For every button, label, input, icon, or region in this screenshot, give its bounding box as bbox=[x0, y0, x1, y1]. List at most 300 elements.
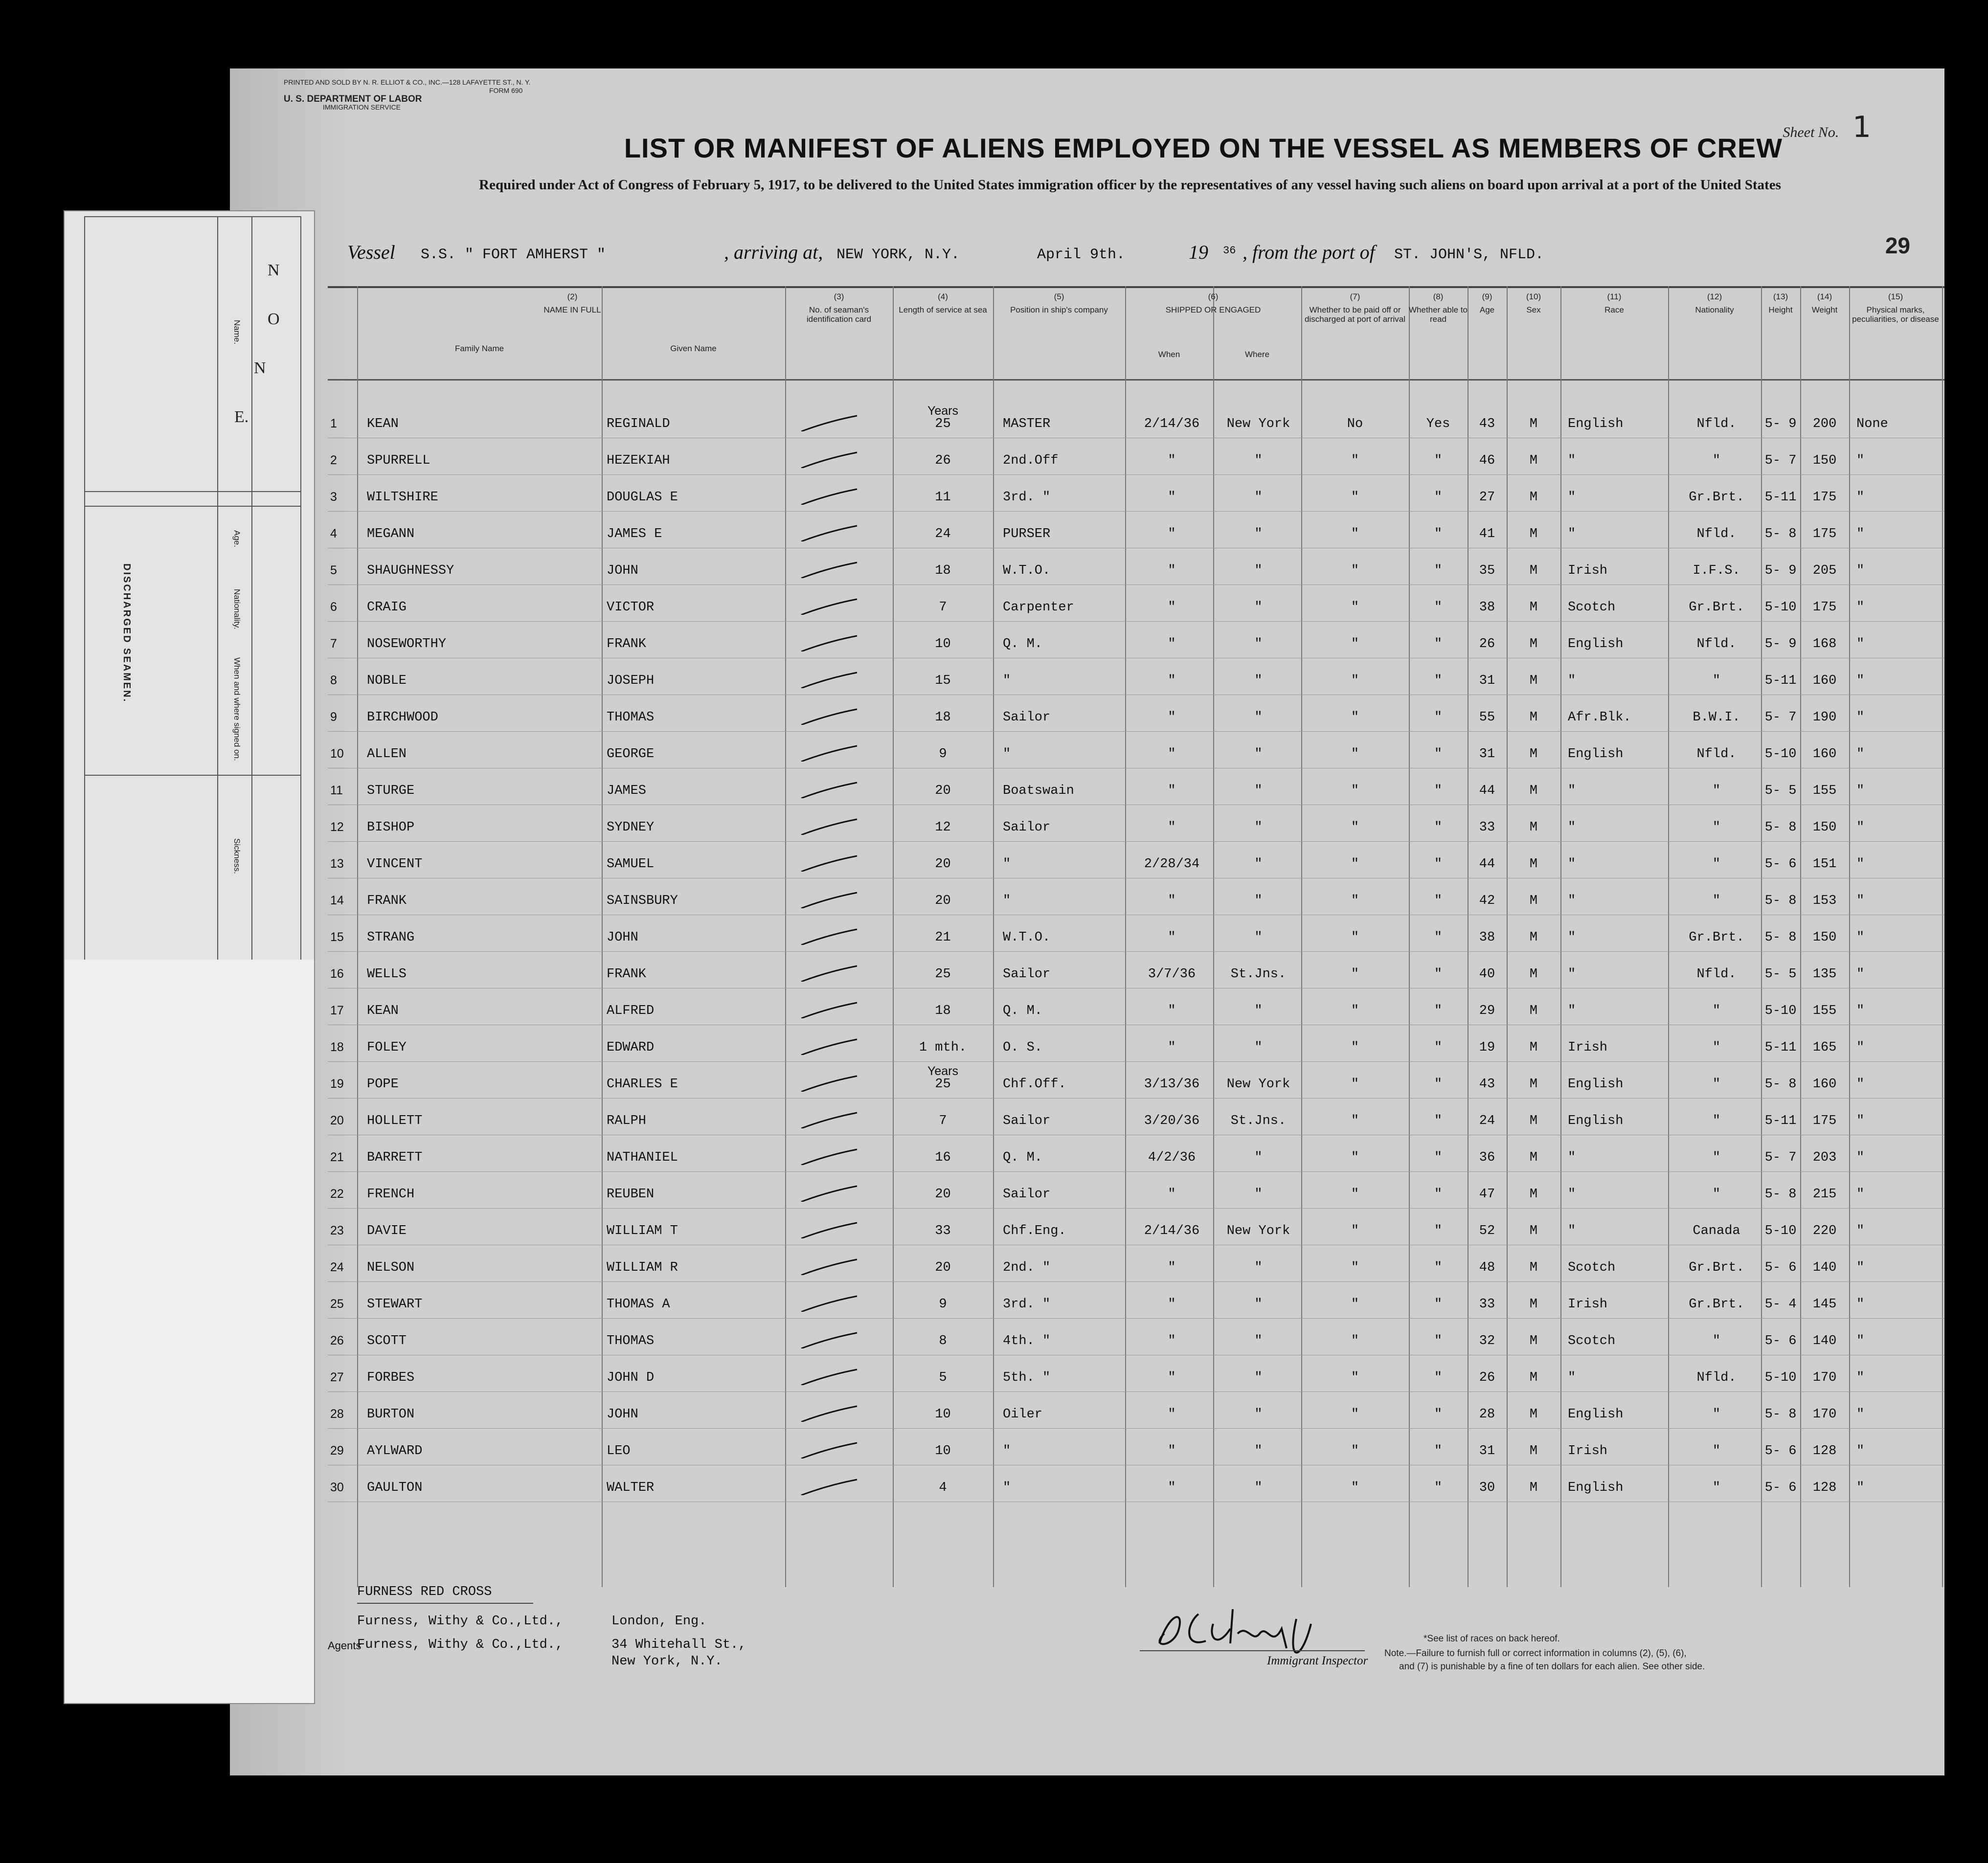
cell-given: JOSEPH bbox=[607, 673, 655, 688]
cell-weight: 153 bbox=[1812, 894, 1837, 908]
cell-marks: " bbox=[1856, 563, 1865, 578]
department: U. S. DEPARTMENT OF LABOR bbox=[284, 94, 422, 104]
cell-read: " bbox=[1434, 784, 1443, 798]
cell-paid: " bbox=[1351, 637, 1359, 651]
cell-n: 9 bbox=[330, 710, 337, 724]
id-card-check-mark bbox=[797, 1257, 861, 1275]
cell-nat: " bbox=[1712, 857, 1721, 872]
footer-agent-city: New York, N.Y. bbox=[611, 1654, 723, 1669]
header-label: SHIPPED OR ENGAGED bbox=[1165, 305, 1261, 314]
cell-sex: M bbox=[1529, 930, 1538, 945]
cell-sex: M bbox=[1529, 1370, 1538, 1385]
cell-given: WALTER bbox=[607, 1481, 655, 1495]
cell-sex: M bbox=[1529, 563, 1538, 578]
cell-race: " bbox=[1568, 1004, 1576, 1018]
cell-read: " bbox=[1434, 1444, 1443, 1459]
footer-agent-address: 34 Whitehall St., bbox=[611, 1638, 746, 1652]
header-given: Given Name bbox=[670, 344, 717, 353]
cell-service: 15 bbox=[935, 673, 951, 688]
cell-n: 28 bbox=[330, 1407, 344, 1421]
id-card-check-mark bbox=[797, 671, 861, 688]
id-card-check-mark bbox=[797, 891, 861, 908]
cell-service: 25 bbox=[935, 967, 951, 982]
cell-marks: " bbox=[1856, 527, 1865, 541]
cell-where: " bbox=[1254, 1187, 1263, 1202]
cell-n: 6 bbox=[330, 600, 337, 614]
cell-where: " bbox=[1254, 930, 1263, 945]
id-card-check-mark bbox=[797, 964, 861, 982]
cell-sex: M bbox=[1529, 857, 1538, 872]
cell-when: " bbox=[1168, 1334, 1176, 1348]
cell-paid: " bbox=[1351, 563, 1359, 578]
cell-marks: " bbox=[1856, 747, 1865, 762]
cell-service: 20 bbox=[935, 857, 951, 872]
cell-height: 5- 7 bbox=[1764, 710, 1797, 725]
cell-paid: " bbox=[1351, 1224, 1359, 1238]
cell-family: FOLEY bbox=[367, 1040, 407, 1055]
id-card-check-mark bbox=[797, 1368, 861, 1385]
id-card-check-mark bbox=[797, 1184, 861, 1202]
cell-n: 14 bbox=[330, 894, 344, 907]
inspector-label: Immigrant Inspector bbox=[1267, 1654, 1368, 1667]
cell-where: " bbox=[1254, 710, 1263, 725]
cell-n: 27 bbox=[330, 1370, 344, 1384]
cell-when: " bbox=[1168, 490, 1176, 505]
slip-lower-panel bbox=[65, 960, 314, 1703]
cell-given: FRANK bbox=[607, 967, 647, 982]
header-label: Sex bbox=[1526, 305, 1541, 314]
year-suffix: 36 bbox=[1223, 245, 1236, 257]
cell-age: 30 bbox=[1479, 1481, 1495, 1495]
id-card-check-mark bbox=[797, 1221, 861, 1238]
cell-height: 5-10 bbox=[1764, 747, 1797, 762]
cell-paid: " bbox=[1351, 673, 1359, 688]
cell-family: HOLLETT bbox=[367, 1114, 423, 1128]
cell-nat: Gr.Brt. bbox=[1689, 490, 1744, 505]
cell-family: BIRCHWOOD bbox=[367, 710, 438, 725]
cell-weight: 175 bbox=[1812, 527, 1837, 541]
cell-nat: Gr.Brt. bbox=[1689, 930, 1744, 945]
cell-paid: " bbox=[1351, 490, 1359, 505]
cell-marks: " bbox=[1856, 673, 1865, 688]
cell-nat: " bbox=[1712, 1077, 1721, 1092]
cell-where: " bbox=[1254, 784, 1263, 798]
header-label: Height bbox=[1768, 305, 1793, 314]
form-number: FORM 690 bbox=[489, 87, 523, 94]
cell-race: " bbox=[1568, 1370, 1576, 1385]
cell-age: 19 bbox=[1479, 1040, 1495, 1055]
header-num: (13) bbox=[1773, 292, 1788, 301]
cell-marks: " bbox=[1856, 1370, 1865, 1385]
cell-marks: " bbox=[1856, 1040, 1865, 1055]
cell-marks: " bbox=[1856, 490, 1865, 505]
cell-race: " bbox=[1568, 673, 1576, 688]
cell-height: 5-11 bbox=[1764, 490, 1797, 505]
id-card-check-mark bbox=[797, 781, 861, 798]
cell-nat: Nfld. bbox=[1696, 1370, 1737, 1385]
corner-number: 29 bbox=[1885, 233, 1910, 258]
cell-read: " bbox=[1434, 1297, 1443, 1312]
cell-marks: " bbox=[1856, 1334, 1865, 1348]
cell-family: BURTON bbox=[367, 1407, 415, 1422]
header-age bbox=[1468, 286, 1507, 379]
cell-race: English bbox=[1568, 637, 1624, 651]
cell-when: 4/2/36 bbox=[1148, 1150, 1196, 1165]
cell-position: 4th. " bbox=[1003, 1334, 1051, 1348]
cell-sex: M bbox=[1529, 967, 1538, 982]
cell-height: 5- 8 bbox=[1764, 820, 1797, 835]
cell-weight: 190 bbox=[1812, 710, 1837, 725]
cell-age: 32 bbox=[1479, 1334, 1495, 1348]
cell-age: 35 bbox=[1479, 563, 1495, 578]
row-rule bbox=[328, 511, 1944, 512]
cell-race: " bbox=[1568, 1187, 1576, 1202]
cell-nat: " bbox=[1712, 1481, 1721, 1495]
cell-nat: " bbox=[1712, 1187, 1721, 1202]
cell-position: Sailor bbox=[1003, 967, 1051, 982]
cell-family: BISHOP bbox=[367, 820, 415, 835]
cell-paid: " bbox=[1351, 1150, 1359, 1165]
cell-weight: 160 bbox=[1812, 673, 1837, 688]
year-prefix: 19 bbox=[1189, 241, 1208, 263]
cell-service: 26 bbox=[935, 453, 951, 468]
header-label: Physical marks, peculiarities, or disease bbox=[1852, 305, 1939, 324]
cell-read: " bbox=[1434, 637, 1443, 651]
cell-paid: " bbox=[1351, 1297, 1359, 1312]
cell-nat: " bbox=[1712, 784, 1721, 798]
header-num: (6) bbox=[1208, 292, 1219, 301]
cell-marks: " bbox=[1856, 820, 1865, 835]
col-rule bbox=[1560, 286, 1561, 1587]
cell-age: 40 bbox=[1479, 967, 1495, 982]
cell-read: " bbox=[1434, 1407, 1443, 1422]
cell-height: 5-10 bbox=[1764, 600, 1797, 615]
id-card-check-mark bbox=[797, 1074, 861, 1092]
cell-position: " bbox=[1003, 673, 1011, 688]
cell-given: THOMAS bbox=[607, 710, 655, 725]
cell-where: " bbox=[1254, 1334, 1263, 1348]
cell-given: RALPH bbox=[607, 1114, 647, 1128]
cell-paid: " bbox=[1351, 930, 1359, 945]
row-rule bbox=[328, 1318, 1944, 1319]
cell-when: " bbox=[1168, 1187, 1176, 1202]
cell-n: 5 bbox=[330, 563, 337, 577]
cell-sex: M bbox=[1529, 1481, 1538, 1495]
cell-read: " bbox=[1434, 967, 1443, 982]
cell-read: " bbox=[1434, 894, 1443, 908]
cell-family: BARRETT bbox=[367, 1150, 423, 1165]
cell-age: 41 bbox=[1479, 527, 1495, 541]
cell-sex: M bbox=[1529, 1297, 1538, 1312]
cell-given: WILLIAM R bbox=[607, 1260, 678, 1275]
cell-n: 18 bbox=[330, 1040, 344, 1054]
cell-when: " bbox=[1168, 453, 1176, 468]
header-family: Family Name bbox=[454, 344, 504, 353]
header-service bbox=[893, 286, 993, 379]
cell-weight: 175 bbox=[1812, 600, 1837, 615]
cell-given: EDWARD bbox=[607, 1040, 655, 1055]
cell-sex: M bbox=[1529, 600, 1538, 615]
id-card-check-mark bbox=[797, 524, 861, 541]
id-card-check-mark bbox=[797, 414, 861, 431]
cell-n: 8 bbox=[330, 673, 337, 687]
cell-given: WILLIAM T bbox=[607, 1224, 678, 1238]
cell-service: 11 bbox=[935, 490, 951, 505]
cell-read: " bbox=[1434, 1187, 1443, 1202]
cell-family: STRANG bbox=[367, 930, 415, 945]
cell-height: 5-10 bbox=[1764, 1004, 1797, 1018]
cell-sex: M bbox=[1529, 1040, 1538, 1055]
header-paid-off bbox=[1301, 286, 1409, 379]
id-card-check-mark bbox=[797, 817, 861, 835]
cell-given: HEZEKIAH bbox=[607, 453, 670, 468]
cell-age: 33 bbox=[1479, 1297, 1495, 1312]
cell-n: 29 bbox=[330, 1444, 344, 1458]
header-label: Length of service at sea bbox=[899, 305, 987, 314]
cell-family: FORBES bbox=[367, 1370, 415, 1385]
cell-where: " bbox=[1254, 600, 1263, 615]
cell-age: 38 bbox=[1479, 600, 1495, 615]
cell-position: Chf.Eng. bbox=[1003, 1224, 1066, 1238]
cell-nat: " bbox=[1712, 1334, 1721, 1348]
cell-where: " bbox=[1254, 1150, 1263, 1165]
cell-service: 10 bbox=[935, 1407, 951, 1422]
header-num: (8) bbox=[1433, 292, 1444, 301]
sheet-number-label: Sheet No. bbox=[1783, 124, 1839, 140]
cell-height: 5- 8 bbox=[1764, 1187, 1797, 1202]
id-card-check-mark bbox=[797, 707, 861, 725]
cell-sex: M bbox=[1529, 1004, 1538, 1018]
cell-sex: M bbox=[1529, 894, 1538, 908]
col-rule bbox=[1849, 286, 1850, 1587]
cell-weight: 135 bbox=[1812, 967, 1837, 982]
cell-n: 20 bbox=[330, 1114, 344, 1127]
cell-position: 5th. " bbox=[1003, 1370, 1051, 1385]
cell-sex: M bbox=[1529, 1114, 1538, 1128]
cell-when: 3/20/36 bbox=[1144, 1114, 1200, 1128]
cell-race: Irish bbox=[1568, 1444, 1608, 1459]
cell-height: 5- 6 bbox=[1764, 1334, 1797, 1348]
cell-read: " bbox=[1434, 1004, 1443, 1018]
cell-when: " bbox=[1168, 673, 1176, 688]
col-rule bbox=[602, 286, 603, 1587]
cell-where: " bbox=[1254, 563, 1263, 578]
cell-position: Chf.Off. bbox=[1003, 1077, 1066, 1092]
cell-weight: 151 bbox=[1812, 857, 1837, 872]
cell-read: " bbox=[1434, 857, 1443, 872]
cell-nat: Gr.Brt. bbox=[1689, 1260, 1744, 1275]
cell-given: REUBEN bbox=[607, 1187, 655, 1202]
cell-read: " bbox=[1434, 1114, 1443, 1128]
cell-position: W.T.O. bbox=[1003, 563, 1051, 578]
cell-weight: 215 bbox=[1812, 1187, 1837, 1202]
cell-marks: " bbox=[1856, 1260, 1865, 1275]
cell-where: " bbox=[1254, 1297, 1263, 1312]
cell-age: 43 bbox=[1479, 1077, 1495, 1092]
cell-where: " bbox=[1254, 490, 1263, 505]
row-rule bbox=[328, 1208, 1944, 1209]
cell-family: NOBLE bbox=[367, 673, 407, 688]
cell-weight: 128 bbox=[1812, 1444, 1837, 1459]
cell-height: 5- 6 bbox=[1764, 857, 1797, 872]
cell-position: Boatswain bbox=[1003, 784, 1074, 798]
cell-height: 5- 6 bbox=[1764, 1481, 1797, 1495]
cell-service: 8 bbox=[939, 1334, 947, 1348]
cell-n: 13 bbox=[330, 857, 344, 871]
cell-given: THOMAS A bbox=[607, 1297, 670, 1312]
cell-age: 47 bbox=[1479, 1187, 1495, 1202]
cell-family: VINCENT bbox=[367, 857, 423, 872]
footer-line1: FURNESS RED CROSS bbox=[357, 1585, 492, 1599]
cell-nat: " bbox=[1712, 673, 1721, 688]
sheet-number-value: 1 bbox=[1852, 110, 1871, 144]
cell-weight: 150 bbox=[1812, 820, 1837, 835]
cell-paid: " bbox=[1351, 1040, 1359, 1055]
cell-read: " bbox=[1434, 673, 1443, 688]
cell-nat: Nfld. bbox=[1696, 637, 1737, 651]
header-label: Position in ship's company bbox=[1010, 305, 1108, 314]
cell-where: " bbox=[1254, 857, 1263, 872]
cell-n: 10 bbox=[330, 747, 344, 761]
id-card-check-mark bbox=[797, 597, 861, 615]
cell-service: 20 bbox=[935, 784, 951, 798]
header-label: No. of seaman's identification card bbox=[806, 305, 872, 324]
cell-nat: Gr.Brt. bbox=[1689, 600, 1744, 615]
cell-nat: " bbox=[1712, 1114, 1721, 1128]
cell-height: 5- 6 bbox=[1764, 1444, 1797, 1459]
arriving-label: , arriving at, bbox=[724, 241, 823, 263]
cell-when: 2/14/36 bbox=[1144, 417, 1200, 431]
cell-race: English bbox=[1568, 747, 1624, 762]
cell-family: KEAN bbox=[367, 1004, 399, 1018]
header-name bbox=[357, 286, 788, 379]
cell-given: DOUGLAS E bbox=[607, 490, 678, 505]
header-num: (14) bbox=[1817, 292, 1832, 301]
vessel-name: S.S. " FORT AMHERST " bbox=[421, 247, 606, 263]
cell-n: 15 bbox=[330, 930, 344, 944]
cell-nat: " bbox=[1712, 1040, 1721, 1055]
cell-nat: " bbox=[1712, 894, 1721, 908]
cell-weight: 140 bbox=[1812, 1260, 1837, 1275]
cell-nat: " bbox=[1712, 1444, 1721, 1459]
cell-read: " bbox=[1434, 1481, 1443, 1495]
col-rule bbox=[785, 286, 786, 1587]
cell-race: English bbox=[1568, 1407, 1624, 1422]
cell-height: 5- 8 bbox=[1764, 930, 1797, 945]
cell-sex: M bbox=[1529, 490, 1538, 505]
cell-family: CRAIG bbox=[367, 600, 407, 615]
header-label: Weight bbox=[1811, 305, 1838, 314]
cell-paid: " bbox=[1351, 894, 1359, 908]
cell-read: " bbox=[1434, 1260, 1443, 1275]
cell-sex: M bbox=[1529, 784, 1538, 798]
note-fine: and (7) is punishable by a fine of ten dollars for each alien. See other side. bbox=[1399, 1661, 1705, 1672]
cell-weight: 140 bbox=[1812, 1334, 1837, 1348]
cell-height: 5-10 bbox=[1764, 1224, 1797, 1238]
cell-given: REGINALD bbox=[607, 417, 670, 431]
cell-service: 1 mth. bbox=[919, 1040, 967, 1055]
cell-race: Afr.Blk. bbox=[1568, 710, 1631, 725]
note-races: *See list of races on back hereof. bbox=[1423, 1634, 1560, 1644]
cell-when: " bbox=[1168, 710, 1176, 725]
row-rule bbox=[328, 841, 1944, 842]
header-when: When bbox=[1158, 350, 1180, 359]
cell-position: 2nd.Off bbox=[1003, 453, 1059, 468]
cell-age: 42 bbox=[1479, 894, 1495, 908]
cell-paid: " bbox=[1351, 1444, 1359, 1459]
id-card-check-mark bbox=[797, 450, 861, 468]
slip-col-age: Age. bbox=[232, 530, 242, 547]
cell-n: 7 bbox=[330, 637, 337, 651]
footer-owner: Furness, Withy & Co.,Ltd., bbox=[357, 1614, 564, 1629]
row-rule bbox=[328, 731, 1944, 732]
cell-read: " bbox=[1434, 527, 1443, 541]
cell-family: MEGANN bbox=[367, 527, 415, 541]
cell-marks: " bbox=[1856, 857, 1865, 872]
cell-where: New York bbox=[1226, 1224, 1290, 1238]
cell-weight: 200 bbox=[1812, 417, 1837, 431]
cell-age: 29 bbox=[1479, 1004, 1495, 1018]
cell-marks: " bbox=[1856, 1481, 1865, 1495]
cell-age: 38 bbox=[1479, 930, 1495, 945]
id-card-check-mark bbox=[797, 927, 861, 945]
cell-service: 18 bbox=[935, 710, 951, 725]
row-rule bbox=[328, 951, 1944, 952]
cell-read: " bbox=[1434, 1370, 1443, 1385]
cell-weight: 160 bbox=[1812, 747, 1837, 762]
none-letter: N bbox=[268, 261, 280, 279]
row-rule bbox=[328, 474, 1944, 475]
cell-position: W.T.O. bbox=[1003, 930, 1051, 945]
slip-col-sickness: Sickness. bbox=[232, 838, 242, 874]
header-label: Whether able to read bbox=[1409, 305, 1468, 324]
cell-given: FRANK bbox=[607, 637, 647, 651]
cell-paid: " bbox=[1351, 967, 1359, 982]
cell-service: 7 bbox=[939, 600, 947, 615]
header-height bbox=[1761, 286, 1800, 379]
cell-service: 10 bbox=[935, 637, 951, 651]
cell-race: English bbox=[1568, 1481, 1624, 1495]
cell-nat: " bbox=[1712, 1407, 1721, 1422]
cell-service: 25 bbox=[935, 1077, 951, 1092]
header-where: Where bbox=[1244, 350, 1270, 359]
cell-age: 44 bbox=[1479, 857, 1495, 872]
header-shipped bbox=[1125, 286, 1301, 379]
cell-given: THOMAS bbox=[607, 1334, 655, 1348]
cell-marks: " bbox=[1856, 637, 1865, 651]
cell-marks: None bbox=[1856, 417, 1888, 431]
cell-service: 20 bbox=[935, 1260, 951, 1275]
cell-nat: " bbox=[1712, 453, 1721, 468]
cell-given: JAMES E bbox=[607, 527, 662, 541]
cell-weight: 155 bbox=[1812, 784, 1837, 798]
from-port: ST. JOHN'S, NFLD. bbox=[1394, 247, 1544, 263]
arriving-at: NEW YORK, N.Y. bbox=[836, 247, 960, 263]
cell-nat: Nfld. bbox=[1696, 967, 1737, 982]
cell-where: New York bbox=[1226, 1077, 1290, 1092]
header-num: (9) bbox=[1482, 292, 1492, 301]
cell-marks: " bbox=[1856, 967, 1865, 982]
cell-race: English bbox=[1568, 1077, 1624, 1092]
crew-table bbox=[328, 286, 1944, 1587]
cell-given: CHARLES E bbox=[607, 1077, 678, 1092]
cell-position: Sailor bbox=[1003, 710, 1051, 725]
cell-read: " bbox=[1434, 1040, 1443, 1055]
footer-agent: Furness, Withy & Co.,Ltd., bbox=[357, 1638, 564, 1652]
cell-position: Sailor bbox=[1003, 1114, 1051, 1128]
cell-race: Scotch bbox=[1568, 1334, 1616, 1348]
cell-height: 5- 8 bbox=[1764, 1407, 1797, 1422]
